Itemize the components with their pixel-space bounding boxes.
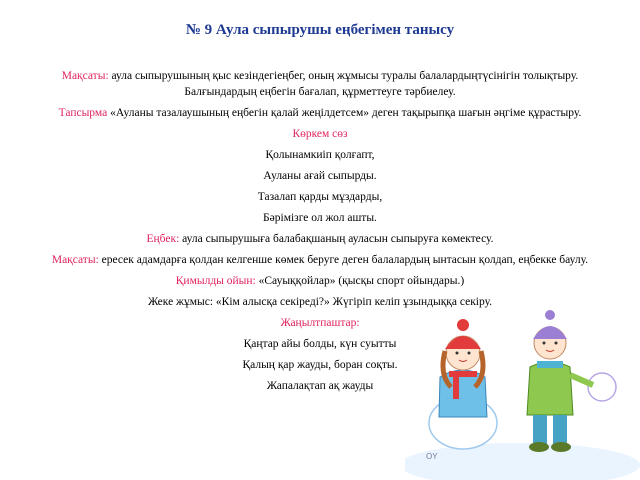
watermark-text: OY <box>426 452 438 461</box>
kimyldy-paragraph <box>0 273 640 289</box>
poem1-line: Бәрімізге ол жол ашты. <box>263 212 377 224</box>
boy-figure <box>527 310 616 452</box>
poem2-line: Қаңтар айы болды, күн суытты <box>243 338 397 350</box>
kimyldy-text: «Сауыққойлар» (қысқы спорт ойындары.) <box>255 275 465 287</box>
korkem-label: Көркем сөз <box>292 128 348 140</box>
poem2-line: Қалың қар жауды, боран соқты. <box>242 359 398 371</box>
poem1-line: Ауланы ағай сыпырды. <box>263 170 377 182</box>
maksat-paragraph <box>40 68 600 100</box>
winter-children-illustration <box>405 305 640 480</box>
zheke-paragraph: Жеке жұмыс: «Кім алысқа секіреді?» Жүгіріп келіп ұзындыққа секіру. <box>147 296 493 308</box>
poem1-line: Тазалап қарды мұздарды, <box>257 191 383 203</box>
maksat-text: аула сыпырушының қыс кезіндегіеңбег, оның жұмысы туралы балалардыңтүсінігін толықтыру. Балғындардың еңбегін бағалап, құрметтеуге тәрбиелеу. <box>108 70 579 98</box>
maksat2-label: Мақсаты: <box>51 254 99 266</box>
tapsyrma-label: Тапсырма <box>58 107 108 119</box>
maksat2-text: ересек адамдарға қолдан келгенше көмек беруге деген балалардың ынтасын қолдап, еңбекке баулу. <box>98 254 589 266</box>
tapsyrma-text: «Ауланы тазалаушының еңбегін қалай жеңілдетсем» деген тақырыпқа шағын әңгіме құрастыру. <box>107 107 582 119</box>
maksat-label: Мақсаты: <box>61 70 109 82</box>
maksat2-paragraph <box>15 252 625 268</box>
poem2-line: Жапалақтап ақ жауды <box>266 380 374 392</box>
zhanyltpash-label: Жаңылтпаштар: <box>280 317 360 329</box>
tapsyrma-paragraph <box>40 105 600 121</box>
enbek-text: аула сыпырушыға балабақшаның ауласын сыпыруға көмектесу. <box>179 233 494 245</box>
poem1-line: Қолынамкиіп қолғапт, <box>265 149 375 161</box>
girl-figure <box>439 319 487 417</box>
kimyldy-label: Қимылды ойын: <box>175 275 256 287</box>
enbek-paragraph <box>40 231 600 247</box>
enbek-label: Еңбек: <box>146 233 180 245</box>
page-title: № 9 Аула сыпырушы еңбегімен танысу <box>185 22 455 38</box>
